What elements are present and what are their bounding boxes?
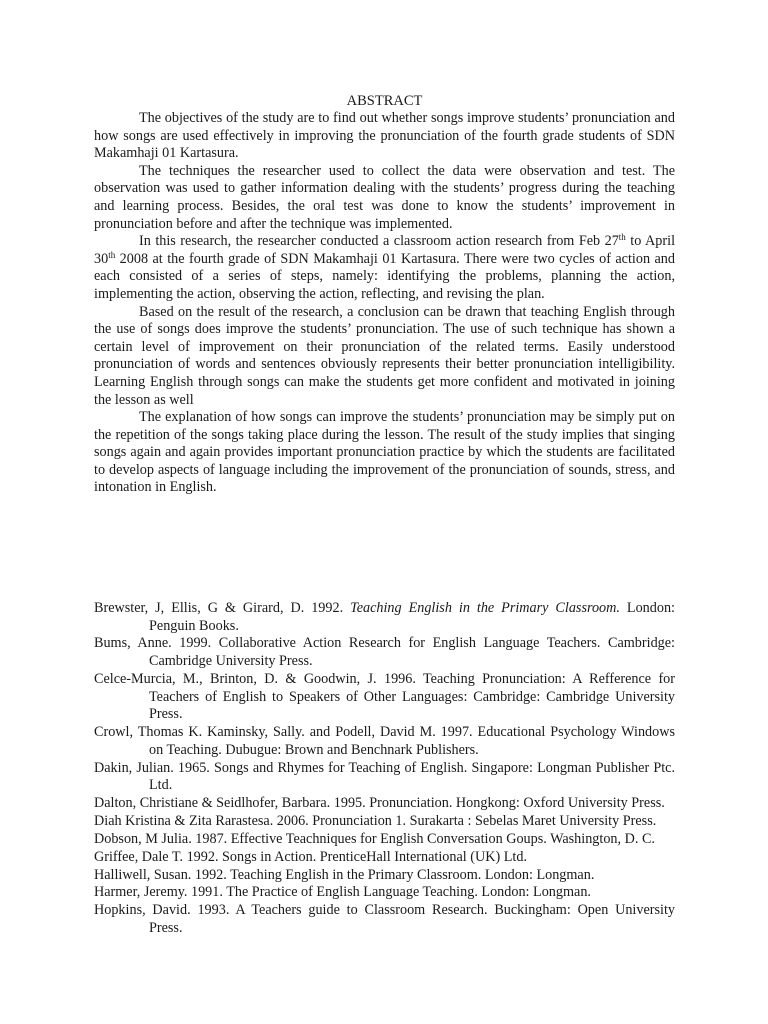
abstract-paragraph-techniques: The techniques the researcher used to collect the data were observation and test. The observation was used to gather information dealing with the students’ progress during the teaching and learning process. Besides, the oral test was done to know the students’ improvement in pronunciation before and after the technique was implemented. <box>94 162 675 232</box>
research-period-text-3: 2008 at the fourth grade of SDN Makamhaji 01 Kartasura. There were two cycles of action and each consisted of a series of steps, namely: identifying the problems, planning the action, implementing the action, observing the action, reflecting, and revising the plan. <box>94 250 675 302</box>
abstract-body <box>94 110 675 497</box>
reference-entry <box>94 724 675 759</box>
abstract-paragraph-research-period <box>94 233 675 303</box>
reference-list <box>94 600 675 938</box>
reference-entry <box>94 849 675 867</box>
reference-text: Diah Kristina & Zita Rarastesa. 2006. Pronunciation 1. Surakarta : Sebelas Maret University Press. <box>94 812 657 829</box>
ordinal-suffix: th <box>108 249 116 260</box>
reference-entry <box>94 671 675 724</box>
abstract-paragraph-objectives: The objectives of the study are to find out whether songs improve students’ pronunciation and how songs are used effectively in improving the pronunciation of the fourth grade students of SDN Makamhaji 01 Kartasura. <box>94 110 675 162</box>
reference-title-italic: Teaching English in the Primary Classroom. <box>350 600 620 616</box>
abstract-heading: ABSTRACT <box>346 93 423 109</box>
reference-entry <box>94 884 675 902</box>
abstract-paragraph-explanation: The explanation of how songs can improve the students’ pronunciation may be simply put on the repetition of the songs taking place during the lesson. The result of the study implies that singing songs again and again provides important pronunciation practice by which the students are facilitated to develop aspects of language including the improvement of the pronunciation of sounds, stress, and intonation in English. <box>94 409 675 496</box>
reference-text: London: Penguin Books. <box>149 600 675 634</box>
reference-text: Griffee, Dale T. 1992. Songs in Action. PrenticeHall International (UK) Ltd. <box>94 848 528 865</box>
reference-entry <box>94 760 675 795</box>
reference-text: Dalton, Christiane & Seidlhofer, Barbara. 1995. Pronunciation. Hongkong: Oxford University Press. <box>94 795 665 812</box>
reference-entry <box>94 813 675 831</box>
reference-text: Harmer, Jeremy. 1991. The Practice of English Language Teaching. London: Longman. <box>94 884 591 901</box>
abstract-paragraph-conclusion: Based on the result of the research, a conclusion can be drawn that teaching English through the use of songs does improve the students’ pronunciation. The use of such technique has shown a certain level of improvement on their pronunciation of the related terms. Easily understood pronunciation of words and sentences obviously represents their better pronunciation intelligibility. Learning English through songs can make the students get more confident and motivated in joining the lesson as well <box>94 303 675 408</box>
reference-entry <box>94 867 675 885</box>
reference-text: Brewster, J, Ellis, G & Girard, D. 1992. <box>94 600 351 616</box>
reference-text: Celce-Murcia, M., Brinton, D. & Goodwin, J. 1996. Teaching Pronunciation: A Refference for Teachers of English to Speakers of Other Languages: Cambridge: Cambridge University Press. <box>94 670 675 723</box>
reference-text: Bums, Anne. 1999. Collaborative Action Research for English Language Teachers. Cambridge: Cambridge University Press. <box>94 635 675 670</box>
reference-entry <box>94 902 675 937</box>
research-period-text-1: In this research, the researcher conducted a classroom action research from Feb 27 <box>139 233 619 250</box>
reference-text: Crowl, Thomas K. Kaminsky, Sally. and Podell, David M. 1997. Educational Psychology Windows on Teaching. Dubugue: Brown and Benchnark Publishers. <box>94 724 675 758</box>
reference-text: Hopkins, David. 1993. A Teachers guide to Classroom Research. Buckingham: Open University Press. <box>94 902 675 936</box>
reference-entry <box>94 795 675 813</box>
ordinal-suffix: th <box>618 232 626 243</box>
research-period-text-2: to April 30 <box>94 233 676 267</box>
reference-entry <box>94 635 675 670</box>
reference-entry <box>94 600 675 635</box>
reference-entry <box>94 831 675 849</box>
reference-text: Halliwell, Susan. 1992. Teaching English in the Primary Classroom. London: Longman. <box>94 866 595 883</box>
reference-text: Dakin, Julian. 1965. Songs and Rhymes for Teaching of English. Singapore: Longman Publisher Ptc. Ltd. <box>94 759 675 794</box>
reference-text: Dobson, M Julia. 1987. Effective Teachniques for English Conversation Goups. Washington, D. C. <box>94 830 655 847</box>
